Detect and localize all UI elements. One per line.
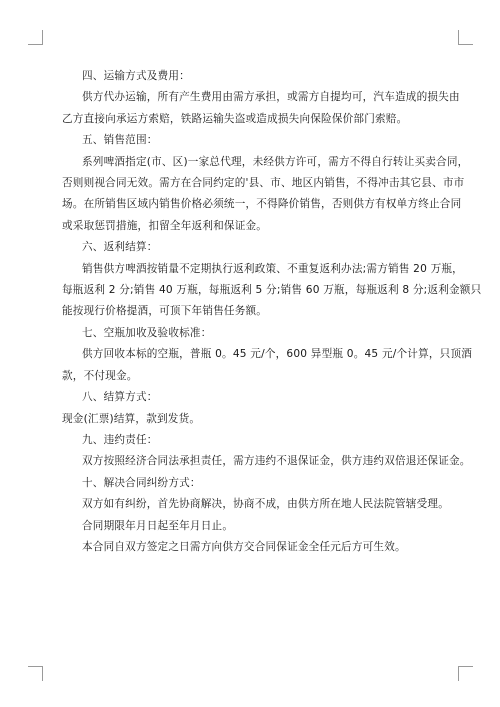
paragraph-line: 场。在所销售区域内销售价格必须统一，不得降价销售，否则供方有权单方终止合同 [62, 198, 462, 211]
section-heading-transport: 四、运输方式及费用： [82, 70, 190, 82]
crop-mark-top-right [458, 30, 473, 45]
paragraph-line: 每瓶返利 2 分;销售 40 万瓶，每瓶返利 5 分;销售 60 万瓶，每瓶返利 8 分;返利金额只 [62, 284, 482, 297]
paragraph-line: 合同期限年月日起至年月日止。 [82, 519, 234, 532]
paragraph-line: 乙方直接向承运方索赔，铁路运输失盗或造成损失向保险保价部门索赔。 [62, 112, 408, 125]
paragraph-line: 或采取惩罚措施，扣留全年返利和保证金。 [62, 219, 268, 232]
crop-mark-bottom-left [28, 666, 43, 681]
paragraph-line: 双方如有纠纷，首先协商解决，协商不成，由供方所在地人民法院管辖受理。 [82, 498, 449, 511]
document-body [62, 66, 482, 558]
section-heading-disputes: 十、解决合同纠纷方式： [82, 476, 201, 489]
section-heading-rebate: 六、返利结算： [82, 241, 158, 254]
paragraph-line: 销售供方啤酒按销量不定期执行返利政策、不重复返利办法;需方销售 20 万瓶， [82, 262, 463, 275]
paragraph-line: 系列啤酒指定(市、区)一家总代理，未经供方许可，需方不得自行转让买卖合同， [82, 155, 469, 168]
paragraph-line: 供方代办运输，所有产生费用由需方承担，或需方自提均可，汽车造成的损失由 [82, 91, 460, 104]
section-heading-empty-bottles: 七、空瓶加收及验收标准： [82, 326, 212, 339]
section-heading-sales-scope: 五、销售范围： [82, 134, 158, 147]
section-heading-liability: 九、违约责任： [82, 433, 158, 446]
crop-mark-bottom-right [458, 666, 473, 681]
crop-mark-top-left [28, 30, 43, 45]
paragraph-line: 能按现行价格提酒，可顶下年销售任务额。 [62, 305, 268, 318]
paragraph-line: 双方按照经济合同法承担责任，需方违约不退保证金，供方违约双倍退还保证金。 [82, 455, 471, 468]
paragraph-line: 供方回收本标的空瓶，普瓶 0。45 元/个，600 异型瓶 0。45 元/个计算，只顶酒 [82, 348, 473, 361]
section-heading-settlement: 八、结算方式： [82, 391, 158, 404]
paragraph-line: 否则则视合同无效。需方在合同约定的'县、市、地区内销售，不得冲击其它县、市市 [62, 177, 465, 190]
paragraph-line: 现金(汇票)结算，款到发货。 [62, 412, 201, 425]
paragraph-line: 本合同自双方签定之日需方向供方交合同保证金全任元后方可生效。 [82, 540, 406, 553]
paragraph-line: 款，不付现金。 [62, 369, 138, 382]
